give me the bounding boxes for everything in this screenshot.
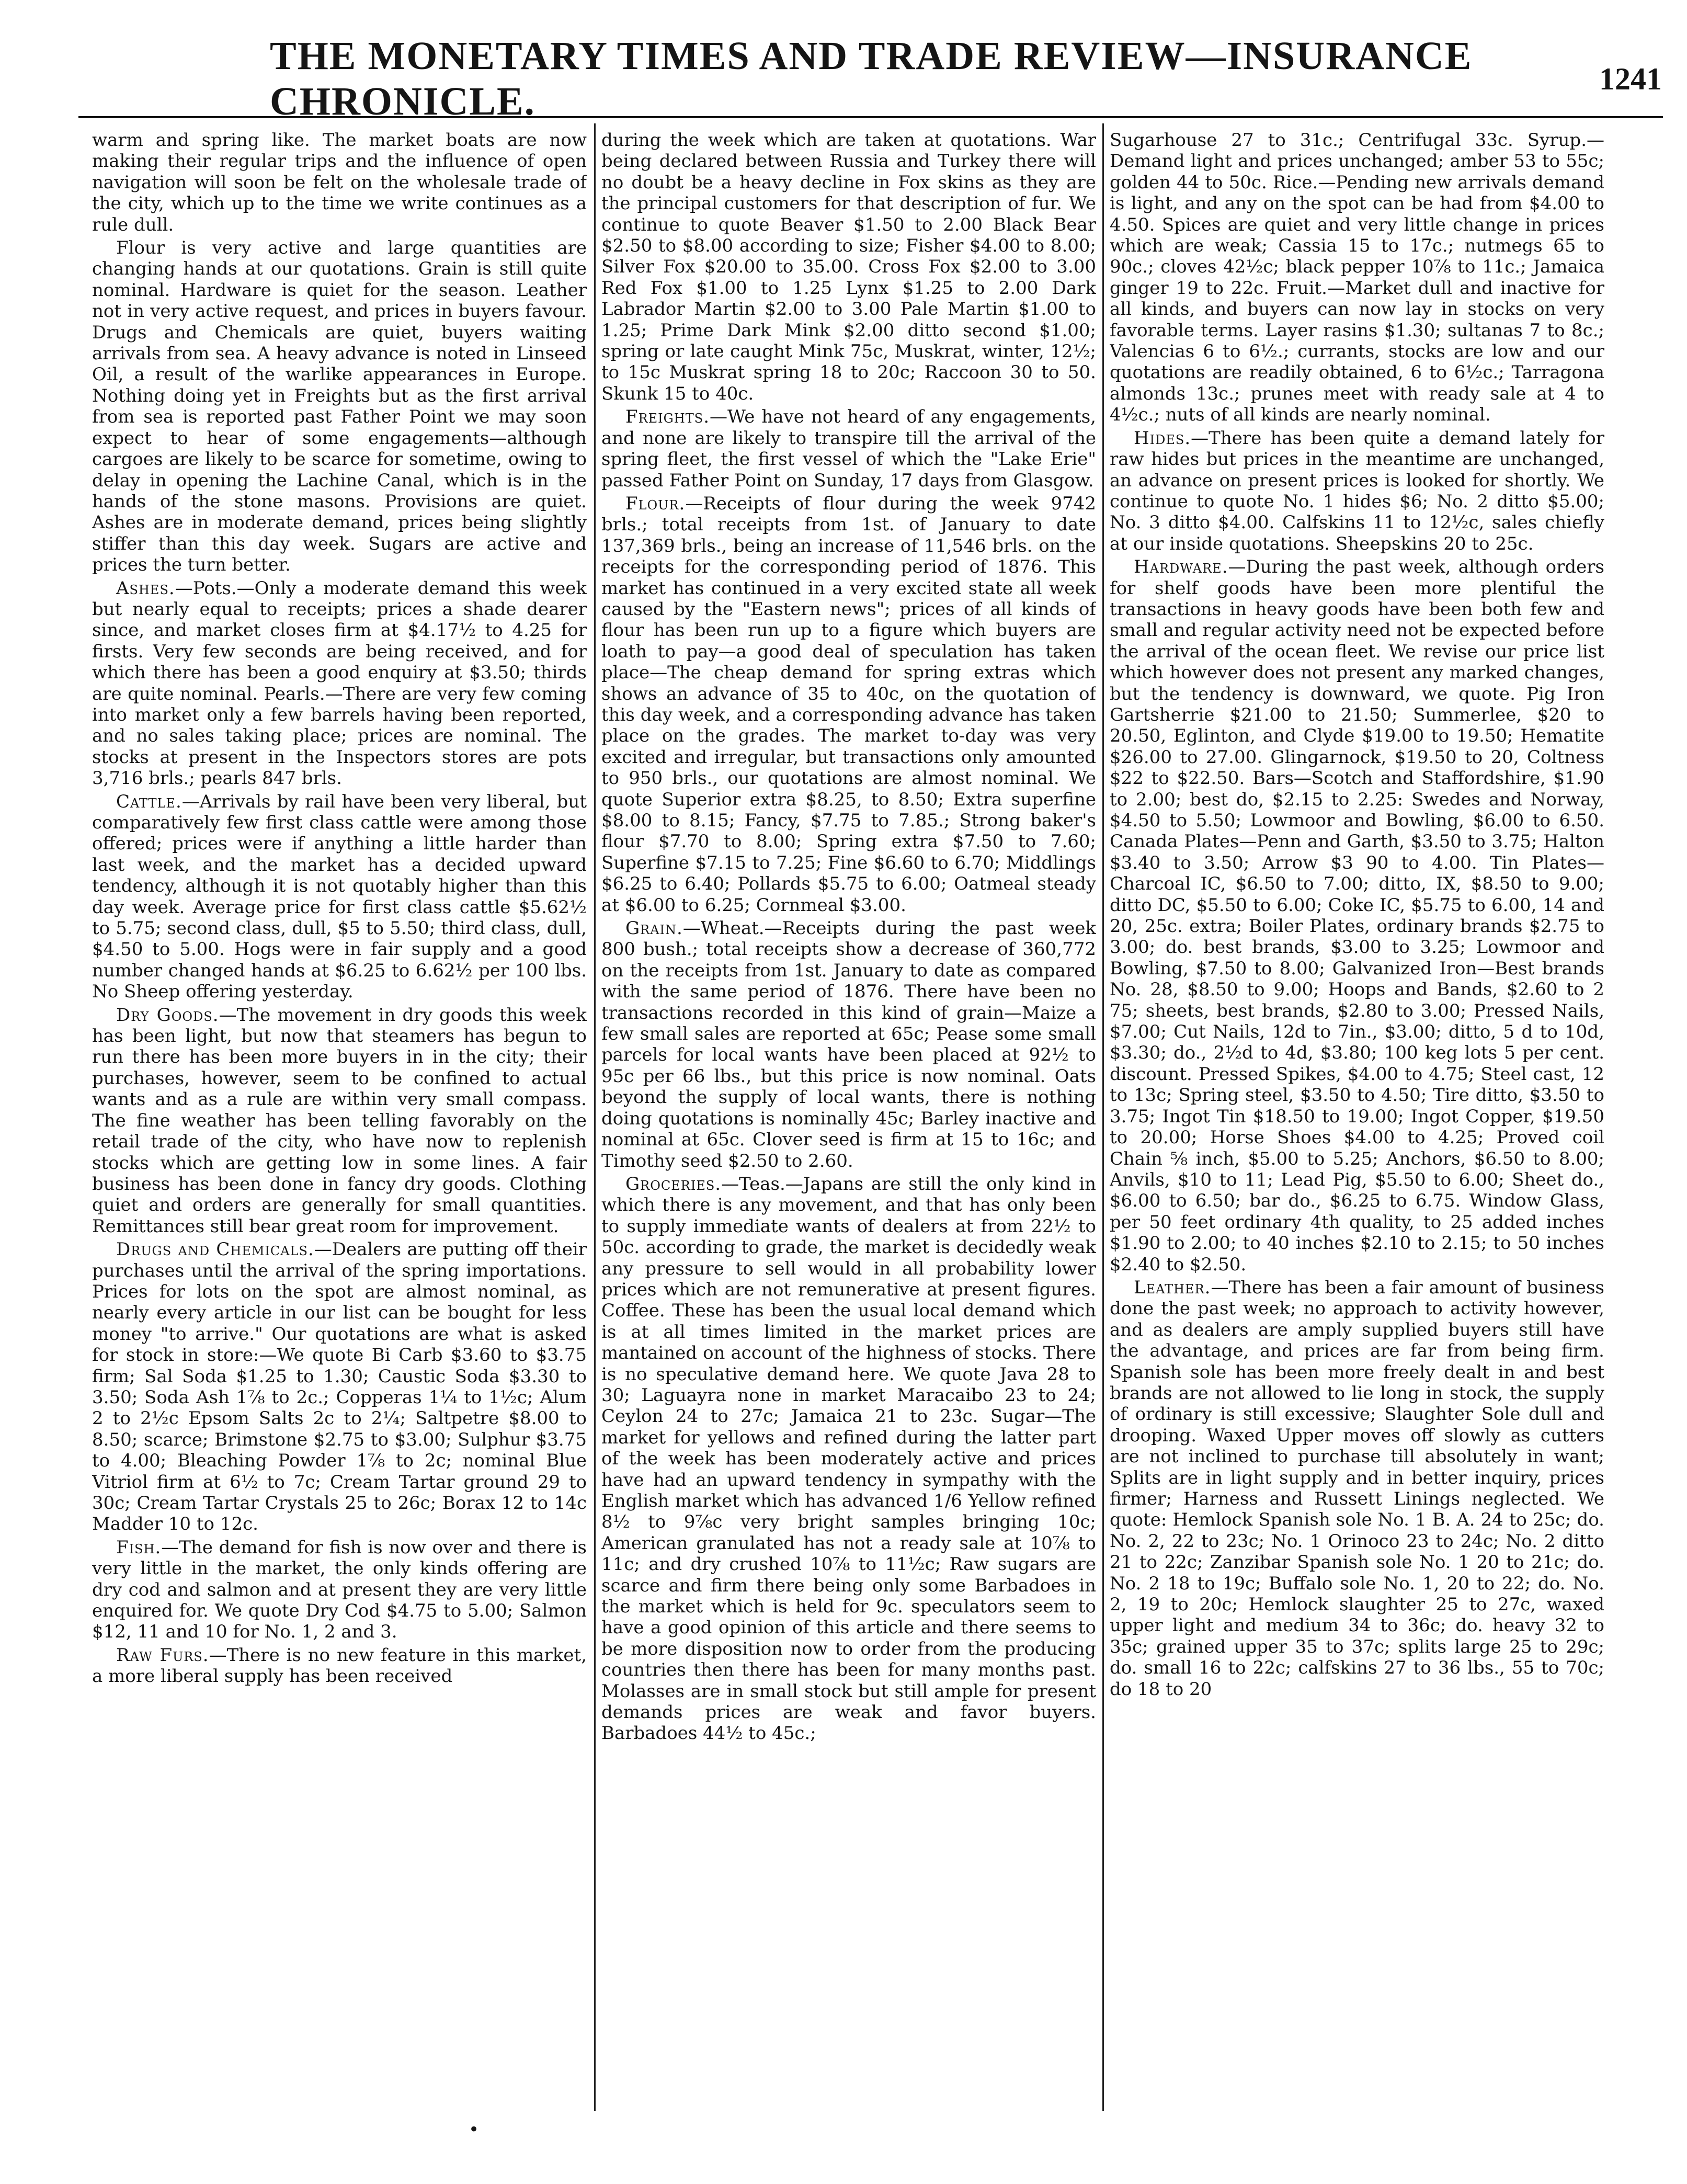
paragraph-text: —Dealers are putting off their purchases until the arrival of the spring importations. Prices for lots on the spot are almost nominal, as nearly every article in our list can be bought for less money "to arrive." Our quotations are what is asked for stock in store:—We quote Bi Carb $3.60 to $3.75 firm; Sal Soda $1.25 to 1.30; Caustic Soda $3.30 to 3.50; Soda Ash 1⅞ to 2c.; Copperas 1¼ to 1½c; Alum 2 to 2½c Epsom Salts 2c to 2¼; Saltpetre $8.00 to 8.50; scarce; Brimstone $2.75 to $3.00; Sulphur $3.75 to 4.00; Bleaching Powder 1⅞ to 2c; nominal Blue Vitriol firm at 6½ to 7c; Cream Tartar ground 29 to 30c; Cream Tartar Crystals 25 to 26c; Borax 12 to 14c Madder 10 to 12c. — [92, 1239, 587, 1535]
section-heading: Flour. — [625, 493, 686, 514]
paragraph-text: —Wheat.—Receipts during the past week 800 bush.; total receipts show a decrease of 360,772 on the receipts from 1st. January to date as compared with the same period of 1876. There have been no transactions recorded in this kind of grain—Maize a few small sales are reported at 65c; Pease some small parcels for local wants have been placed at 92½ to 95c per 66 lbs., but this price is now nominal. Oats beyond the supply of local wants, there is nothing doing quotations is nominally 45c; Barley inactive and nominal at 65c. Clover seed is firm at 15 to 16c; and Timothy seed $2.50 to 2.60. — [601, 918, 1096, 1171]
article-paragraph — [1110, 428, 1604, 554]
section-heading: Dry Goods. — [116, 1004, 219, 1026]
ornament-dot: • — [469, 2119, 480, 2140]
column-3 — [1110, 130, 1604, 2107]
paragraph-text: —There has been quite a demand lately for raw hides but prices in the meantime are unchanged, an advance on present prices is looked for shortly. We continue to quote No. 1 hides $6; No. 2 ditto $5.00; No. 3 ditto $4.00. Calfskins 11 to 12½c, sales chiefly at our inside quotations. Sheepskins 20 to 25c. — [1110, 427, 1604, 554]
paragraph-text: —Pots.—Only a moderate demand this week but nearly equal to receipts; prices a shade dearer since, and market closes firm at $4.17½ to 4.25 for firsts. Very few seconds are being received, and for which there has been a good enquiry at $3.50; thirds are quite nominal. Pearls.—There are very few coming into market only a few barrels having been reported, and no sales taking place; prices are nominal. The stocks at present in the Inspectors stores are pots 3,716 brls.; pearls 847 brls. — [92, 577, 587, 789]
column-2 — [601, 130, 1096, 2107]
masthead — [92, 34, 1671, 123]
article-paragraph — [601, 130, 1096, 404]
paragraph-text: —The movement in dry goods this week has been light, but now that steamers has begun to run there has been more buyers in in the city; their purchases, however, seem to be confined to actual wants and as a rule are within very small compass. The fine weather has been telling favorably on the retail trade of the city, who have now to replenish stocks which are getting low in some lines. A fair business has been done in fancy dry goods. Clothing quiet and orders are generally for small quantities. Remittances still bear great room for improvement. — [92, 1004, 587, 1237]
article-paragraph — [92, 791, 587, 1003]
paragraph-text: —There is no new feature in this market, a more liberal supply has been received — [92, 1644, 587, 1687]
section-heading: Freights. — [625, 406, 710, 428]
article-paragraph — [1110, 556, 1604, 1275]
page-number: 1241 — [1599, 61, 1662, 96]
article-paragraph — [601, 493, 1096, 916]
paragraph-text: —There has been a fair amount of business done the past week; no approach to activity however, and as dealers are amply supplied buyers still have the advantage, and prices are far from being firm. Spanish sole has been more freely dealt in and best brands are not allowed to lie long in stock, the supply of ordinary is still excessive; Slaughter Sole dull and drooping. Waxed Upper moves off slowly as cutters are not inclined to purchase till absolutely in want; Splits are in light supply and in better inquiry, prices firmer; Harness and Russett Linings neglected. We quote: Hemlock Spanish sole No. 1 B. A. 24 to 25c; do. No. 2, 22 to 23c; No. 1 Orinoco 23 to 24c; No. 2 ditto 21 to 22c; Zanzibar Spanish sole No. 1 20 to 21c; do. No. 2 18 to 19c; Buffalo sole No. 1, 20 to 22; do. No. 2, 19 to 20c; Hemlock slaughter 25 to 27c, waxed upper light and medium 34 to 36c; do. heavy 32 to 35c; grained upper 35 to 37c; splits large 25 to 29c; do. small 16 to 22c; calfskins 27 to 36 lbs., 55 to 70c; do 18 to 20 — [1110, 1277, 1604, 1700]
paragraph-text: during the week which are taken at quotations. War being declared between Russia and Turkey there will no doubt be a heavy decline in Fox skins as they are the principal customers for that description of fur. We continue to quote Beaver $1.50 to 2.00 Black Bear $2.50 to $8.00 according to size; Fisher $4.00 to 8.00; Silver Fox $20.00 to 35.00. Cross Fox $2.00 to 3.00 Red Fox $1.00 to 1.25 Lynx $1.25 to 2.00 Dark Labrador Martin $2.00 to 3.00 Pale Martin $1.00 to 1.25; Prime Dark Mink $2.00 ditto second $1.00; spring or late caught Mink 75c, Muskrat, winter, 12½; to 15c Muskrat spring 18 to 20c; Raccoon 30 to 50. Skunk 15 to 40c. — [601, 130, 1096, 404]
header-rule — [78, 116, 1663, 118]
article-paragraph — [601, 406, 1096, 491]
section-heading: Leather. — [1134, 1277, 1211, 1298]
section-heading: Hides. — [1134, 427, 1191, 449]
article-paragraph — [1110, 130, 1604, 426]
paragraph-text: —Teas.—Japans are still the only kind in which there is any movement, and that has only been to supply immediate wants of dealers at from 22½ to 50c. according to grade, the market is decidedly weak any pressure to sell would in all probability lower prices which are not remunerative at present figures. Coffee. These has been the usual local demand which is at all times limited in the market prices are mantained on account of the highness of stocks. There is no speculative demand here. We quote Java 28 to 30; Laguayra none in market Maracaibo 23 to 24; Ceylon 24 to 27c; Jamaica 21 to 23c. Sugar—The market for yellows and refined during the latter part of the week has been moderately active and prices have had an upward tendency in sympathy with the English market which has advanced 1/6 Yellow refined 8½ to 9⅞c very bright samples bringing 10c; American granulated has not a ready sale at 10⅞ to 11c; and dry crushed 10⅞ to 11½c; Raw sugars are scarce and firm there being only some Barbadoes in the market which is held for 9c. speculators seem to have a good opinion of this article and there seems to be more disposition now to order from the producing countries then there has been for many months past. Molasses are in small stock but still ample for present demands prices are weak and favor buyers. Barbadoes 44½ to 45c.; — [601, 1173, 1096, 1744]
article-paragraph — [1110, 1277, 1604, 1700]
paragraph-text: —During the past week, although orders for shelf goods have been more plentiful the transactions in heavy goods have been both few and small and regular activity need not be expected before the arrival of the ocean fleet. We revise our price list which however does not present any marked changes, but the tendency is downward, we quote. Pig Iron Gartsherrie $21.00 to 21.50; Summerlee, $20 to 20.50, Eglinton, and Clyde $19.00 to 19.50; Hematite $26.00 to 27.00. Glingarnock, $19.50 to 20, Coltness $22 to $22.50. Bars—Scotch and Staffordshire, $1.90 to 2.00; best do, $2.15 to 2.25: Swedes and Norway, $4.50 to 5.50; Lowmoor and Bowling, $6.00 to 6.50. Canada Plates—Penn and Garth, $3.50 to 3.75; Halton $3.40 to 3.50; Arrow $3 90 to 4.00. Tin Plates—Charcoal IC, $6.50 to 7.00; ditto, IX, $8.50 to 9.00; ditto DC, $5.50 to 6.00; Coke IC, $5.75 to 6.00, 14 and 20, 25c. extra; Boiler Plates, ordinary brands $2.75 to 3.00; do. best brands, $3.00 to 3.25; Lowmoor and Bowling, $7.50 to 8.00; Galvanized Iron—Best brands No. 28, $8.50 to 9.00; Hoops and Bands, $2.60 to 2 75; sheets, best brands, $2.80 to 3.00; Pressed Nails, $7.00; Cut Nails, 12d to 7in., $3.00; ditto, 5 d to 10d, $3.30; do., 2½d to 4d, $3.80; 100 keg lots 5 per cent. discount. Pressed Spikes, $4.00 to 4.75; Steel cast, 12 to 13c; Spring steel, $3.50 to 4.50; Tire ditto, $3.50 to 3.75; Ingot Tin $18.50 to 19.00; Ingot Copper, $19.50 to 20.00; Horse Shoes $4.00 to 4.25; Proved coil Chain ⅝ inch, $5.00 to 5.25; Anchors, $6.50 to 8.00; Anvils, $10 to 11; Lead Pig, $5.50 to 6.00; Sheet do., $6.00 to 6.50; bar do., $6.25 to 6.75. Window Glass, per 50 feet ordinary 4th quality, to 25 added inches $1.90 to 2.00; to 40 inches $2.10 to 2.15; to 50 inches $2.40 to $2.50. — [1110, 556, 1604, 1275]
section-heading: Grain. — [625, 918, 683, 939]
article-paragraph — [92, 1645, 587, 1687]
column-divider — [594, 123, 596, 2111]
article-paragraph — [92, 130, 587, 235]
article-paragraph — [92, 578, 587, 789]
article-paragraph — [601, 1174, 1096, 1744]
section-heading: Raw Furs. — [116, 1644, 209, 1666]
paragraph-text: Flour is very active and large quantities are changing hands at our quotations. Grain is still quite nominal. Hardware is quiet for the season. Leather not in very active request, and prices in buyers favour. Drugs and Chemicals are quiet, buyers waiting arrivals from sea. A heavy advance is noted in Linseed Oil, a result of the warlike appearances in Europe. Nothing doing yet in Freights but as the first arrival from sea is reported past Father Point we may soon expect to hear of some engagements—although cargoes are likely to be scarce for sometime, owing to delay in opening the Lachine Canal, which is in the hands of the stone masons. Provisions are quiet. Ashes are in moderate demand, prices being slightly stiffer than this day week. Sugars are active and prices the turn better. — [92, 237, 587, 576]
section-heading: Cattle. — [116, 791, 182, 812]
paragraph-text: Sugarhouse 27 to 31c.; Centrifugal 33c. Syrup.—Demand light and prices unchanged; amber 53 to 55c; golden 44 to 50c. Rice.—Pending new arrivals demand is light, and any on the spot can be had from $4.00 to 4.50. Spices are quiet and very little change in prices which are weak; Cassia 15 to 17c.; nutmegs 65 to 90c.; cloves 42½c; black pepper 10⅞ to 11c.; Jamaica ginger 19 to 22c. Fruit.—Market dull and inactive for all kinds, and buyers can now lay in stocks on very favorable terms. Layer rasins $1.30; sultanas 7 to 8c.; Valencias 6 to 6½.; currants, stocks are low and our quotations are readily obtained, 6 to 6½c.; Tarragona almonds 13c.; prunes meet with ready sale at 4 to 4½c.; nuts of all kinds are nearly nominal. — [1110, 130, 1604, 426]
column-1 — [92, 130, 587, 2107]
paragraph-text: —Receipts of flour during the week 9742 brls.; total receipts from 1st. of January to date 137,369 brls., being an increase of 11,546 brls. on the receipts for the corresponding period of 1876. This market has continued in a very excited state all week caused by the "Eastern news"; prices of all kinds of flour has been run up to a figure which buyers are loath to pay—a good deal of speculation has taken place—The cheap demand for spring extras which shows an advance of 35 to 40c, on the quotation of this day week, and a corresponding advance has taken place on the grades. The market to-day was very excited and irregular, but transactions only amounted to 950 brls., our quotations are almost nominal. We quote Superior extra $8.25, to 8.50; Extra superfine $8.00 to 8.15; Fancy, $7.75 to 7.85.; Strong baker's flour $7.70 to 8.00; Spring extra $7.50 to 7.60; Superfine $7.15 to 7.25; Fine $6.60 to 6.70; Middlings $6.25 to 6.40; Pollards $5.75 to 6.00; Oatmeal steady at $6.00 to 6.25; Cornmeal $3.00. — [601, 493, 1096, 916]
paragraph-text: warm and spring like. The market boats are now making their regular trips and the influence of open navigation will soon be felt on the wholesale trade of the city, which up to the time we write continues as a rule dull. — [92, 130, 587, 235]
article-paragraph — [92, 1537, 587, 1643]
paragraph-text: —The demand for fish is now over and there is very little in the market, the only kinds offering are dry cod and salmon and at present they are very little enquired for. We quote Dry Cod $4.75 to 5.00; Salmon $12, 11 and 10 for No. 1, 2 and 3. — [92, 1537, 587, 1643]
column-divider — [1102, 123, 1104, 2111]
section-heading: Drugs and Chemicals. — [116, 1239, 314, 1260]
article-paragraph — [92, 1239, 587, 1535]
paragraph-text: —Arrivals by rail have been very liberal, but comparatively few first class cattle were among those offered; prices were if anything a little harder than last week, and the market has a decided upward tendency, although it is not quotably higher than this day week. Average price for first class cattle $5.62½ to 5.75; second class, dull, $5 to 5.50; third class, dull, $4.50 to 5.00. Hogs were in fair supply and a good number changed hands at $6.25 to 6.62½ per 100 lbs. No Sheep offering yesterday. — [92, 791, 587, 1003]
article-paragraph — [92, 1005, 587, 1237]
page-title: THE MONETARY TIMES AND TRADE REVIEW—INSURANCE CHRONICLE. — [270, 34, 1473, 123]
section-heading: Ashes. — [116, 577, 175, 599]
section-heading: Hardware. — [1134, 556, 1228, 578]
article-paragraph — [92, 237, 587, 576]
section-heading: Groceries. — [625, 1173, 722, 1195]
article-paragraph — [601, 918, 1096, 1171]
section-heading: Fish. — [116, 1537, 162, 1558]
paragraph-text: —We have not heard of any engagements, and none are likely to transpire till the arrival of the spring fleet, the first vessel of which the "Lake Erie" passed Father Point on Sunday, 17 days from Glasgow. — [601, 406, 1096, 491]
